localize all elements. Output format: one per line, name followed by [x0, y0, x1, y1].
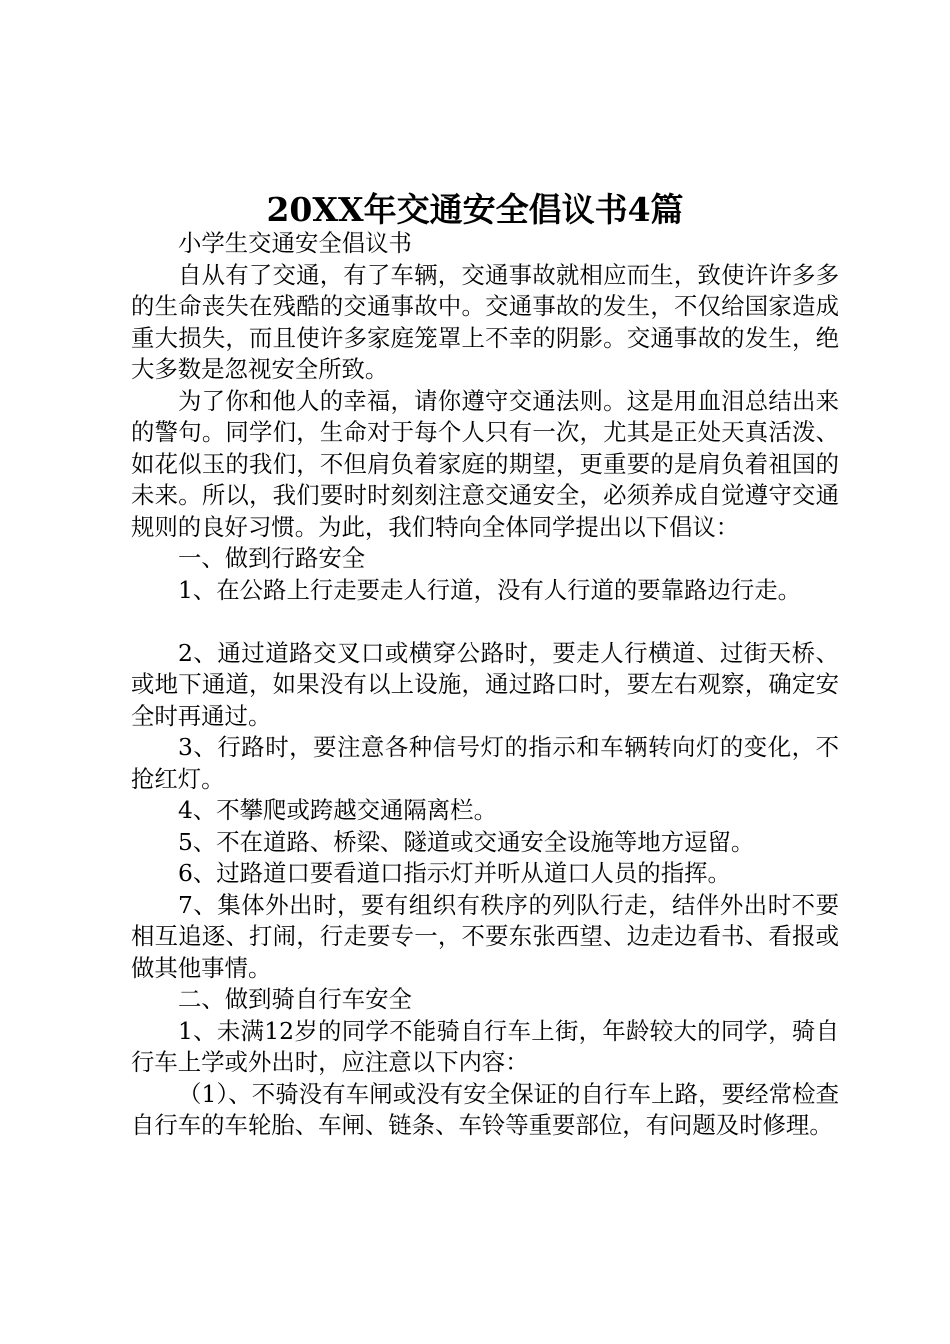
walking-item-4: 4、不攀爬或跨越交通隔离栏。	[178, 796, 497, 824]
cycling-subitem-1: （1）、不骑没有车闸或没有安全保证的自行车上路，要经常检查自行车的车轮胎、车闸、链条、车铃等重要部位，有问题及时修理。	[131, 1079, 839, 1139]
cycling-item-1: 1、未满12岁的同学不能骑自行车上街，年龄较大的同学，骑自行车上学或外出时，应注意以下内容：	[131, 1016, 839, 1076]
paragraph-subtitle: 小学生交通安全倡议书	[178, 229, 412, 257]
document-body	[131, 228, 839, 1142]
document-title: 20XX年交通安全倡议书4篇	[266, 190, 684, 229]
paragraph-appeal: 为了你和他人的幸福，请你遵守交通法则。这是用血泪总结出来的警句。同学们，生命对于每个人只有一次，尤其是正处天真活泼、如花似玉的我们，不但肩负着家庭的期望，更重要的是肩负着祖国的未来。所以，我们要时时刻刻注意交通安全，必须养成自觉遵守交通规则的良好习惯。为此，我们特向全体同学提出以下倡议：	[131, 386, 839, 541]
walking-item-5: 5、不在道路、桥梁、隧道或交通安全设施等地方逗留。	[178, 827, 755, 856]
paragraph-intro: 自从有了交通，有了车辆，交通事故就相应而生，致使许许多多的生命丧失在残酷的交通事故中。交通事故的发生，不仅给国家造成重大损失，而且使许多家庭笼罩上不幸的阴影。交通事故的发生，绝大多数是忽视安全所致。	[131, 260, 839, 383]
walking-item-3: 3、行路时，要注意各种信号灯的指示和车辆转向灯的变化，不抢红灯。	[131, 733, 839, 793]
walking-item-6: 6、过路道口要看道口指示灯并听从道口人员的指挥。	[178, 859, 731, 887]
walking-item-1: 1、在公路上行走要走人行道，没有人行道的要靠路边行走。	[178, 575, 802, 604]
section-heading-walking: 一、做到行路安全	[178, 544, 366, 572]
section-heading-cycling: 二、做到骑自行车安全	[178, 985, 412, 1013]
blank-line	[131, 606, 839, 638]
walking-item-7: 7、集体外出时，要有组织有秩序的列队行走，结伴外出时不要相互追逐、打闹，行走要专一，不要东张西望、边走边看书、看报或做其他事情。	[131, 890, 839, 982]
walking-item-2: 2、通过道路交叉口或横穿公路时，要走人行横道、过街天桥、或地下通道，如果没有以上设施，通过路口时，要左右观察，确定安全时再通过。	[131, 638, 839, 730]
